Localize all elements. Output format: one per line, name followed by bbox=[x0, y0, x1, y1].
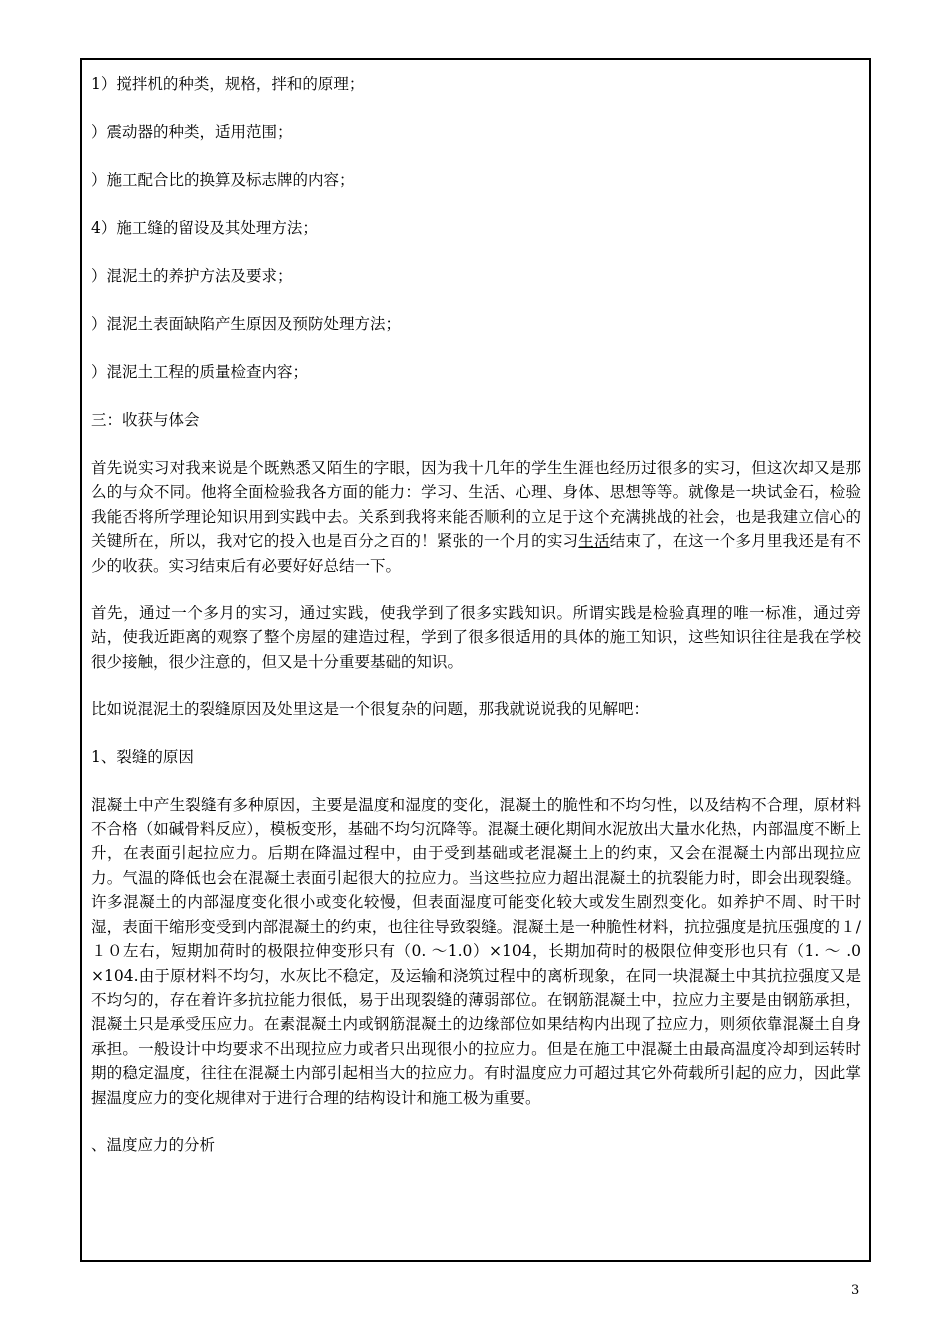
subheading-crack-causes: 1、裂缝的原因 bbox=[91, 747, 194, 766]
underlined-link[interactable]: 生活 bbox=[578, 532, 610, 551]
list-item-3: ）施工配合比的换算及标志牌的内容； bbox=[91, 171, 355, 189]
paragraph-crack-causes: 混凝土中产生裂缝有多种原因，主要是温度和湿度的变化，混凝土的脆性和不均匀性，以及结构不合理，原材料不合格（如碱骨料反应），模板变形，基础不均匀沉降等。混凝土硬化期间水泥放出大量水化热，内部温度不断上升，在表面引起拉应力。后期在降温过程中，由于受到基础或老混凝土上的约束，又会在混凝土内部出现拉应力。气温的降低也会在混凝土表面引起很大的拉应力。当这些拉应力超出混凝土的抗裂能力时，即会出现裂缝。许多混凝土的内部湿度变化很小或变化较慢，但表面湿度可能变化较大或发生剧烈变化。如养护不周、时干时湿，表面干缩形变受到内部混凝土的约束，也往往导致裂缝。混凝土是一种脆性材料，抗拉强度是抗压强度的１/１０左右，短期加荷时的极限拉伸变形只有（0. ～1.0）×104，长期加荷时的极限位伸变形也只有（1. ～ .0 ×104.由于原材料不均匀，水灰比不稳定，及运输和浇筑过程中的离析现象，在同一块混凝土中其抗拉强度又是不均匀的，存在着许多抗拉能力很低，易于出现裂缝的薄弱部位。在钢筋混凝土中，拉应力主要是由钢筋承担，混凝土只是承受压应力。在素混凝土内或钢筋混凝土的边缘部位如果结构内出现了拉应力，则须依靠混凝土自身承担。一般设计中均要求不出现拉应力或者只出现很小的拉应力。但是在施工中混凝土由最高温度冷却到运转时期的稳定温度，往往在混凝土内部引起相当大的拉应力。有时温度应力可超过其它外荷载所引起的应力，因此掌握温度应力的变化规律对于进行合理的结构设计和施工极为重要。 bbox=[91, 795, 861, 1107]
paragraph-internship-intro bbox=[91, 456, 861, 578]
list-item-5: ）混泥土的养护方法及要求； bbox=[91, 267, 293, 285]
paragraph-crack-intro: 比如说混泥土的裂缝原因及处里这是一个很复杂的问题，那我就说说我的见解吧： bbox=[91, 700, 650, 719]
subheading-temperature-stress: 、温度应力的分析 bbox=[91, 1135, 216, 1154]
list-item-6: ）混泥土表面缺陷产生原因及预防处理方法； bbox=[91, 315, 402, 333]
page-frame bbox=[80, 58, 871, 1262]
list-item-2: ）震动器的种类，适用范围； bbox=[91, 123, 293, 141]
section-heading: 三：收获与体会 bbox=[91, 411, 200, 429]
page-number: 3 bbox=[851, 1283, 860, 1298]
list-item-1: 1）搅拌机的种类，规格，拌和的原理； bbox=[91, 75, 365, 93]
paragraph-practice: 首先，通过一个多月的实习，通过实践，使我学到了很多实践知识。所谓实践是检验真理的唯一标准，通过旁站，使我近距离的观察了整个房屋的建造过程，学到了很多很适用的具体的施工知识，这些知识往往是我在学校很少接触，很少注意的，但又是十分重要基础的知识。 bbox=[91, 604, 861, 671]
paragraph-text: 结束了，在这一个多月里我还是有不少的收获。实习结束后有必要好好总结一下。 bbox=[91, 532, 861, 575]
list-item-4: 4）施工缝的留设及其处理方法； bbox=[91, 219, 318, 237]
list-item-7: ）混泥土工程的质量检查内容； bbox=[91, 363, 309, 381]
paragraph-text: 首先说实习对我来说是个既熟悉又陌生的字眼，因为我十几年的学生生涯也经历过很多的实习，但这次却又是那么的与众不同。他将全面检验我各方面的能力：学习、生活、心理、身体、思想等等。就像是一块试金石，检验我能否将所学理论知识用到实践中去。关系到我将来能否顺利的立足于这个充满挑战的社会，也是我建立信心的关键所在，所以，我对它的投入也是百分之百的！紧张的一个月的实习 bbox=[91, 459, 861, 551]
